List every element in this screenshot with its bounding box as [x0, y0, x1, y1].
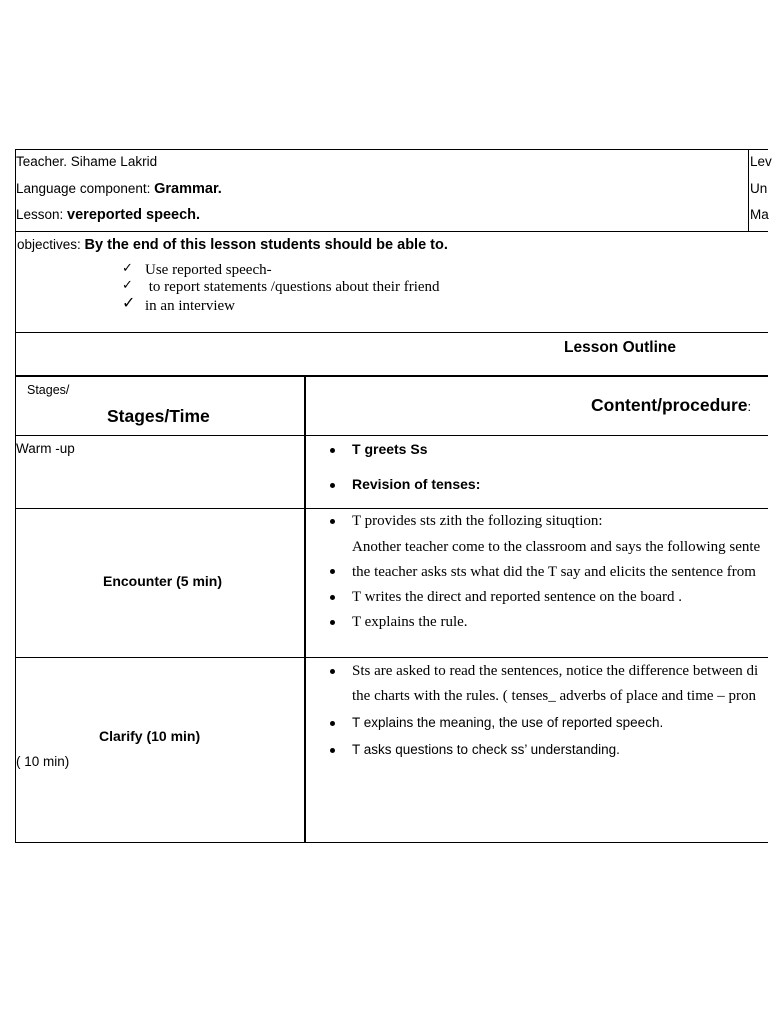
- objectives-intro: By the end of this lesson students should be able to.: [84, 237, 448, 253]
- material-label: Ma: [750, 207, 769, 222]
- component-label: Language component:: [16, 181, 155, 196]
- table-border: [15, 508, 768, 509]
- procedure-item: Revision of tenses:: [352, 476, 481, 492]
- stages-label-small: Stages/: [27, 383, 70, 397]
- table-border: [15, 657, 768, 658]
- unit-label: Un: [750, 181, 768, 196]
- bullet-icon: [330, 669, 335, 674]
- check-icon: ✓: [122, 261, 133, 276]
- lesson-value: vereported speech.: [67, 207, 201, 223]
- header-divider: [748, 149, 749, 232]
- procedure-item: Another teacher come to the classroom and says the following sente: [352, 539, 761, 555]
- procedure-item: T asks questions to check ss’ understanding.: [352, 742, 620, 757]
- teacher-name: Teacher. Sihame Lakrid: [16, 154, 158, 169]
- stage-warmup: Warm -up: [16, 441, 75, 456]
- procedure-item: T provides sts zith the follozing situqtion:: [352, 513, 603, 529]
- table-border: [15, 332, 768, 333]
- component-value: Grammar.: [154, 181, 222, 197]
- language-component: [16, 181, 222, 197]
- objective-item: to report statements /questions about their friend: [145, 279, 440, 295]
- table-border-top: [15, 149, 768, 150]
- bullet-icon: [330, 569, 335, 574]
- objective-item: Use reported speech-: [145, 262, 272, 278]
- procedure-item: T greets Ss: [352, 441, 428, 457]
- content-header-colon: :: [747, 399, 752, 414]
- table-border: [15, 435, 768, 436]
- stage-time-note: ( 10 min): [16, 754, 70, 769]
- procedure-item: the teacher asks sts what did the T say and elicits the sentence from: [352, 564, 756, 580]
- procedure-item: the charts with the rules. ( tenses_ adverbs of place and time – pron: [352, 688, 757, 704]
- stages-time-header: Stages/Time: [107, 406, 210, 426]
- table-border-bottom: [15, 842, 768, 843]
- stage-clarify: Clarify (10 min): [99, 728, 201, 744]
- column-divider: [304, 376, 306, 843]
- level-label: Lev: [750, 154, 772, 169]
- content-procedure-header: [591, 395, 751, 417]
- objectives-label: objectives:: [17, 237, 85, 252]
- procedure-item: Sts are asked to read the sentences, notice the difference between di: [352, 663, 759, 679]
- objective-item: in an interview: [145, 298, 235, 314]
- procedure-item: T explains the meaning, the use of reported speech.: [352, 715, 664, 730]
- table-border-left: [15, 149, 16, 843]
- stage-encounter: Encounter (5 min): [103, 573, 223, 589]
- content-header-text: Content/procedure: [591, 395, 748, 415]
- objectives-line: [17, 237, 448, 253]
- procedure-item: T explains the rule.: [352, 614, 468, 630]
- lesson-title: [16, 207, 200, 223]
- bullet-icon: [330, 721, 335, 726]
- bullet-icon: [330, 620, 335, 625]
- lesson-label: Lesson:: [16, 207, 68, 222]
- lesson-outline-title: Lesson Outline: [564, 339, 676, 356]
- table-border-thick: [15, 375, 768, 377]
- bullet-icon: [330, 448, 335, 453]
- bullet-icon: [330, 519, 335, 524]
- procedure-item: T writes the direct and reported sentence on the board .: [352, 589, 683, 605]
- check-icon: ✓: [122, 278, 133, 293]
- check-icon: ✓: [122, 293, 136, 312]
- bullet-icon: [330, 748, 335, 753]
- table-border: [15, 231, 768, 232]
- bullet-icon: [330, 595, 335, 600]
- bullet-icon: [330, 483, 335, 488]
